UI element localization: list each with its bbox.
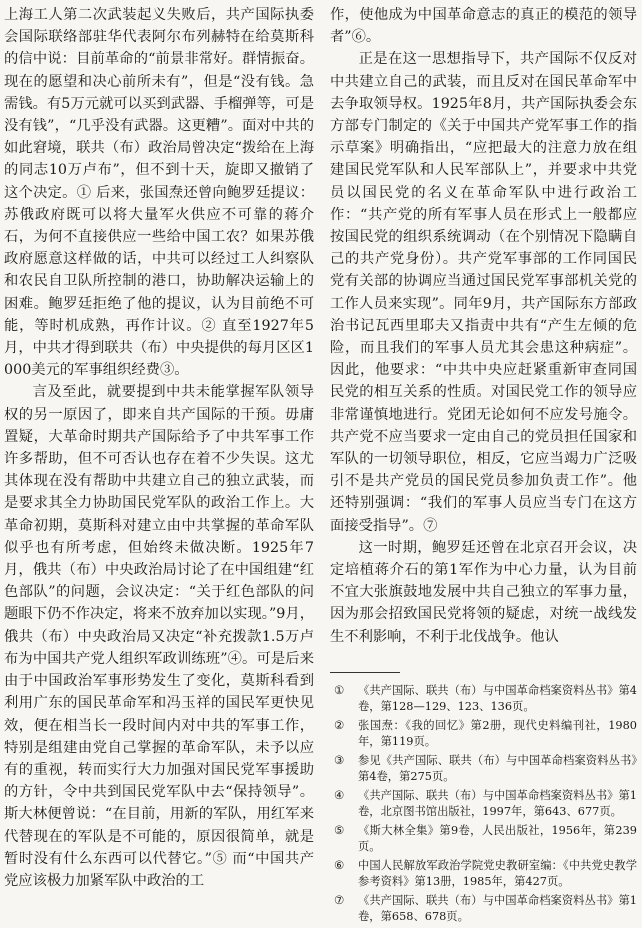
footnote-item: [330, 893, 637, 925]
footnote-text: 中国人民解放军政治学院党史教研室编：《中共党史教学参考资料》第13册，1985年，第427页。: [358, 858, 637, 888]
footnote-text: 《共产国际、联共（布）与中国革命档案资料丛书》第1卷，第658、678页。: [358, 893, 637, 923]
footnote-text: 参见《共产国际、联共（布）与中国革命档案资料丛书》第4卷，第275页。: [358, 753, 637, 783]
paragraph: 言及至此，就要提到中共未能掌握军队领导权的另一原因了，即来自共产国际的干预。毋庸置疑，大革命时期共产国际给予了中共军事工作许多帮助，但不可否认也存在着不少失误。这尤其体现在没有帮助中共建立自己的独立武装，而是要求其全力协助国民党军队的政治工作上。大革命初期，莫斯科对建立由中共掌握的革命军队似乎也有所考虑，但始终未做决断。1925年7月，俄共（布）中央政治局讨论了在中国组建“红色部队”的问题，会议决定：“关于红色部队的问题眼下仍不作决定，将来不放弃加以实现。”9月，俄共（布）中央政治局又决定“补充拨款1.5万卢布为中国共产党人组织军政训练班”④。可是后来由于中国政治军事形势发生了变化，莫斯科看到利用广东的国民革命军和冯玉祥的国民军更快见效，便在相当长一段时间内对中共的军事工作，特别是组建由党自己掌握的革命军队，未予以应有的重视，转而实行大力加强对国民党军事援助的方针，令中共到国民党军队中去“保持领导”。斯大林便曾说：“在目前，用新的军队，用红军来代替现在的军队是不可能的，原因很简单，就是暂时没有什么东西可以代替它。”⑤ 而“中国共产党应该极力加紧军队中政治的工: [4, 384, 314, 889]
footnote-number: ⑦: [334, 893, 345, 907]
left-column: [4, 4, 314, 892]
paragraph: 这一时期，鲍罗廷还曾在北京召开会议，决定培植蒋介石的第1军作为中心力量，认为目前不宜大张旗鼓地发展中共自己独立的军事力量，因为那会招致国民党将领的疑虑，对统一战线发生不利影响，不利于北伐战争。他认: [330, 539, 637, 645]
footnote-divider: [330, 672, 400, 673]
right-column: [330, 4, 637, 928]
footnote-number: ②: [334, 718, 345, 732]
footnote-number: ④: [334, 788, 345, 802]
paragraph: 作，使他成为中国革命意志的真正的模范的领导者”⑥。: [330, 7, 637, 46]
footnote-item: [330, 683, 637, 715]
footnotes: [330, 683, 637, 925]
footnote-number: ⑤: [334, 823, 345, 837]
paragraph: 上海工人第二次武装起义失败后，共产国际执委会国际联络部驻华代表阿尔布列赫特在给莫斯科的信中说：目前革命的“前景非常好。群情振奋。现在的愿望和决心前所未有”，但是“没有钱。急需钱。有5万元就可以买到武器、手榴弹等，可是没有钱”，“几乎没有武器。这更糟”。面对中共的如此窘境，联共（布）政治局曾决定“拨给在上海的同志10万卢布”，但不到十天，旋即又撤销了这个决定。① 后来，张国焘还曾向鲍罗廷提议：苏俄政府既可以将大量军火供应不可靠的蒋介石，为何不直接供应一些给中国工农？如果苏俄政府愿意这样做的话，中共可以经过工人纠察队和农民自卫队所控制的港口，协助解决运输上的困难。鲍罗廷拒绝了他的提议，认为目前绝不可能，等时机成熟，再作计议。② 直至1927年5月，中共才得到联共（布）中央提供的每月区区1000美元的军事组织经费③。: [4, 7, 314, 379]
footnote-item: [330, 718, 637, 750]
paragraph: 正是在这一思想指导下，共产国际不仅反对中共建立自己的武装，而且反对在国民革命军中去争取领导权。1925年8月，共产国际执委会东方部专门制定的《关于中国共产党军事工作的指示草案》明确指出，“应把最大的注意力放在组建国民党军队和人民军部队上”，并要求中共党员以国民党的名义在革命军队中进行政治工作：“共产党的所有军事人员在形式上一般都应按国民党的组织系统调动（在个别情况下隐瞒自己的共产党身份）。共产党军事部的工作同国民党有关部的协调应当通过国民党军事部机关党的工作人员来实现”。同年9月，共产国际东方部政治书记瓦西里耶夫又指责中共有“产生左倾的危险，而且我们的军事人员尤其会患这种病症”。因此，他要求：“中共中央应赶紧重新审查同国民党的相互关系的性质。对国民党工作的领导应非常谨慎地进行。党团无论如何不应发号施令。共产党不应当要求一定由自己的党员担任国家和军队的一切领导职位，相反，它应当竭力广泛吸引不是共产党员的国民党员参加负责工作”。他还特别强调：“我们的军事人员应当专门在这方面接受指导”。⑦: [330, 51, 637, 534]
footnote-number: ③: [334, 753, 345, 767]
footnote-text: 《斯大林全集》第9卷，人民出版社，1956年，第239页。: [358, 823, 637, 853]
footnote-item: [330, 823, 637, 855]
footnote-text: 张国焘：《我的回忆》第2册，现代史料编刊社，1980年，第119页。: [358, 718, 637, 748]
footnote-text: 《共产国际、联共（布）与中国革命档案资料丛书》第1卷，北京图书馆出版社，1997年，第643、677页。: [358, 788, 637, 818]
footnote-item: [330, 788, 637, 820]
footnote-number: ①: [334, 683, 345, 697]
footnote-text: 《共产国际、联共（布）与中国革命档案资料丛书》第4卷，第128—129、123、136页。: [358, 683, 637, 713]
footnote-number: ⑥: [334, 858, 345, 872]
footnote-item: [330, 858, 637, 890]
footnote-item: [330, 753, 637, 785]
